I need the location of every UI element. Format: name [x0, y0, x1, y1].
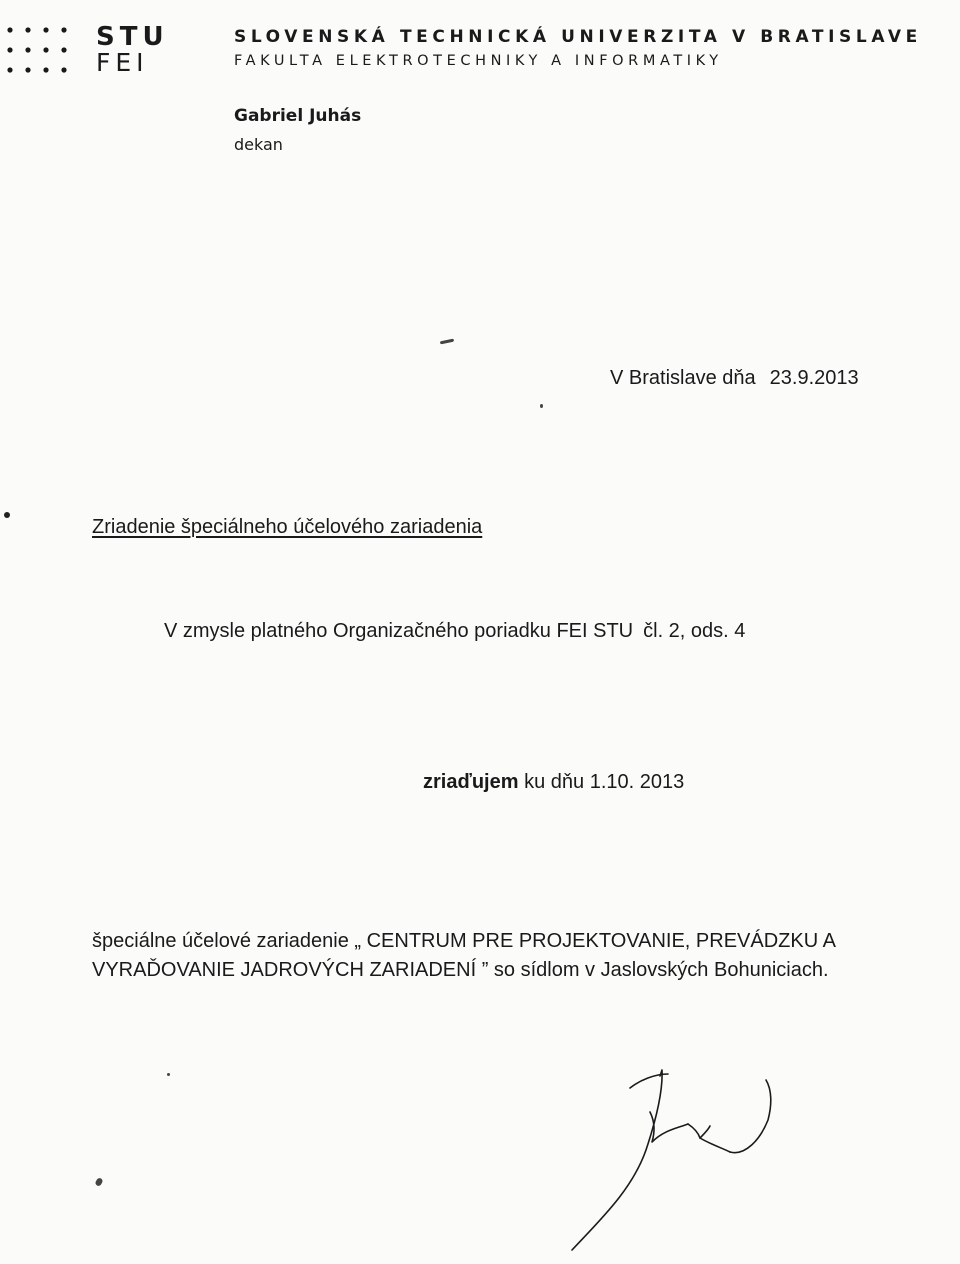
faculty-name: FAKULTA ELEKTROTECHNIKY A INFORMATIKY	[234, 53, 723, 69]
scan-speck	[440, 339, 454, 345]
reference-clause: čl. 2, ods. 4	[643, 620, 746, 642]
facility-line-2: VYRAĎOVANIE JADROVÝCH ZARIADENÍ ” so sídlom v Jaslovských Bohuniciach.	[92, 959, 829, 981]
stu-fei-logo	[6, 22, 169, 78]
date-line	[610, 367, 859, 390]
author-role: dekan	[234, 135, 283, 154]
facility-line-1: špeciálne účelové zariadenie „ CENTRUM PRE PROJEKTOVANIE, PREVÁDZKU A	[92, 930, 836, 952]
establish-verb: zriaďujem	[423, 771, 519, 793]
logo-dot-grid-icon	[6, 22, 86, 78]
date-value: 23.9.2013	[769, 367, 859, 389]
logo-fei-text: FEI	[96, 48, 149, 77]
date-place: V Bratislave dňa	[610, 367, 756, 389]
establish-date: ku dňu 1.10. 2013	[518, 771, 685, 793]
reference-line	[164, 620, 745, 643]
logo-stu-text: STU	[96, 22, 169, 52]
author-name: Gabriel Juhás	[234, 106, 362, 126]
document-subject: Zriadenie špeciálneho účelového zariadenia	[92, 516, 483, 538]
reference-text: V zmysle platného Organizačného poriadku FEI STU	[164, 620, 634, 642]
university-name: SLOVENSKÁ TECHNICKÁ UNIVERZITA V BRATISLAVE	[234, 27, 922, 47]
handwritten-signature-icon	[560, 1060, 790, 1260]
scan-speck	[4, 512, 10, 518]
facility-paragraph	[92, 927, 836, 985]
scan-speck	[167, 1073, 170, 1076]
establish-line	[423, 771, 684, 794]
scan-speck	[94, 1177, 103, 1187]
scan-speck	[540, 404, 543, 408]
